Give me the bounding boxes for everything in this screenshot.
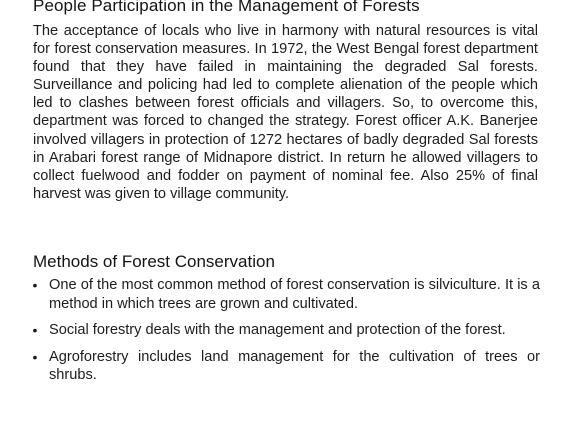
list-item-silviculture xyxy=(30,276,540,313)
list-item-text: One of the most common method of forest conservation is silviculture. It is a method in which trees are grown and cultivated. xyxy=(49,277,540,312)
list-item-agroforestry xyxy=(30,348,540,385)
list-item-social-forestry xyxy=(30,321,540,340)
bullet-icon: • xyxy=(32,322,38,339)
bullet-icon: • xyxy=(32,277,38,293)
section-heading-people-participation: People Participation in the Management of Forests xyxy=(33,0,420,15)
bullet-icon: • xyxy=(32,348,38,365)
list-item-text: Agroforestry includes land management for the cultivation of trees or shrubs. xyxy=(49,348,540,384)
section-heading-methods-of-conservation: Methods of Forest Conservation xyxy=(33,252,275,271)
section-paragraph-people-participation: The acceptance of locals who live in harmony with natural resources is vital for forest conservation measures. In 1972, the West Bengal forest department found that they have failed in maintaining the degraded Sal forests. Surveillance and policing had led to complete alienation of the people which led to clashes between forest officials and villagers. So, to overcome this, department was forced to changed the strategy. Forest officer A.K. Banerjee involved villagers in protection of 1272 hectares of badly degraded Sal forests in Arabari forest range of Midnapore district. In return he allowed villagers to collect fuelwood and fodder on payment of nominal fee. Also 25% of final harvest was given to village community. xyxy=(33,23,538,202)
list-item-text: Social forestry deals with the management and protection of the forest. xyxy=(49,322,506,339)
methods-bullet-list xyxy=(30,276,540,393)
